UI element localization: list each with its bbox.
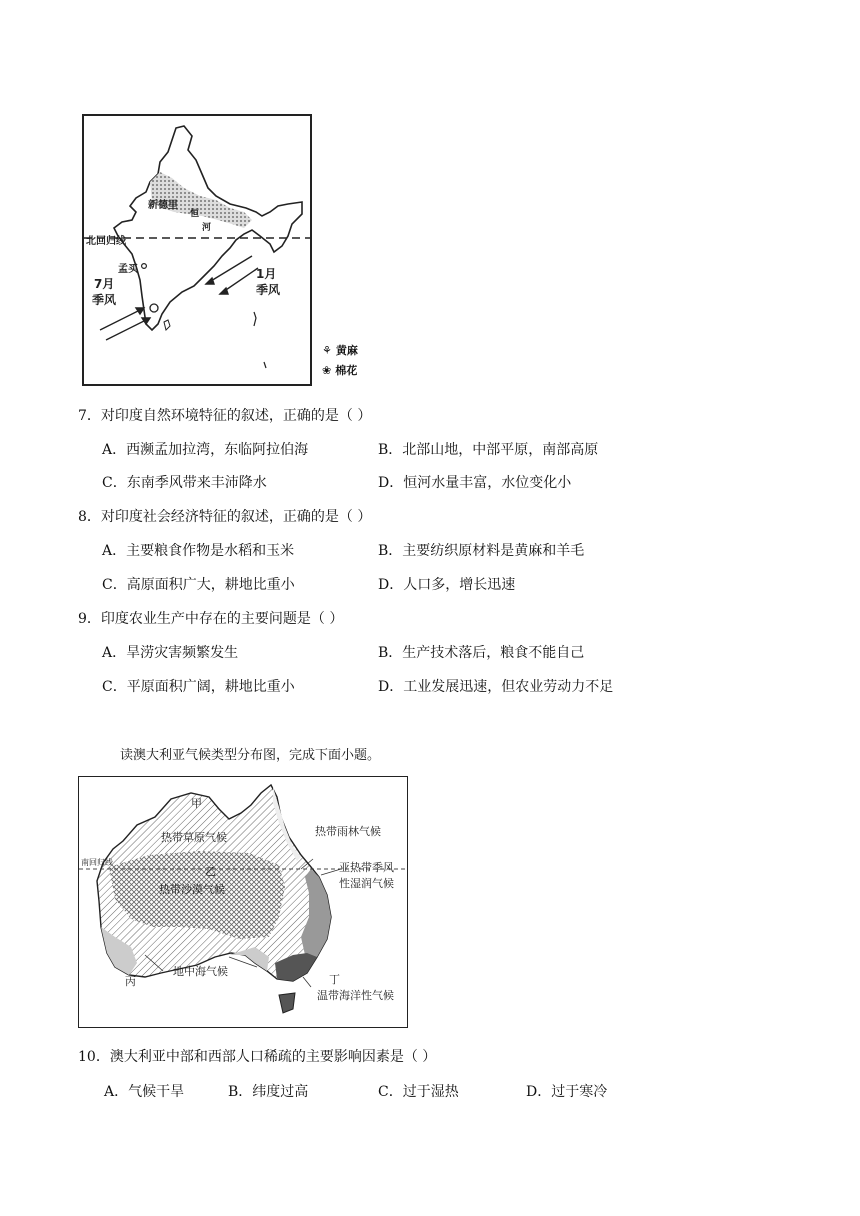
label-mediterranean: 地中海气候 xyxy=(173,965,228,978)
label-humid-sub-1: 亚热带季风 xyxy=(339,861,394,874)
jute-icon: ⚘ xyxy=(322,343,332,357)
q10-option-b[interactable]: B．纬度过高 xyxy=(228,1084,309,1100)
q10-stem: 10．澳大利亚中部和西部人口稀疏的主要影响因素是（ ） xyxy=(78,1049,437,1065)
q8-option-d[interactable]: D．人口多，增长迅速 xyxy=(378,577,516,593)
legend-jute: ⚘ 黄麻 xyxy=(322,343,358,357)
tropic-label: 北回归线 xyxy=(86,236,126,247)
ganges-label: 恒 xyxy=(190,209,200,219)
label-savanna: 热带草原气候 xyxy=(161,831,227,844)
q8-stem: 8．对印度社会经济特征的叙述，正确的是（ ） xyxy=(78,509,372,525)
q7-option-b[interactable]: B．北部山地，中部平原，南部高原 xyxy=(378,442,599,458)
q9-option-b[interactable]: B．生产技术落后，粮食不能自己 xyxy=(378,645,585,661)
india-legend xyxy=(322,340,382,380)
label-bing: 丙 xyxy=(125,975,136,988)
legend-cotton: ❀ 棉花 xyxy=(322,363,358,377)
label-desert: 热带沙漠气候 xyxy=(159,883,225,896)
q8-option-b[interactable]: B．主要纺织原材料是黄麻和羊毛 xyxy=(378,543,585,559)
q9-stem: 9．印度农业生产中存在的主要问题是（ ） xyxy=(78,611,344,627)
jan-monsoon-label-2: 季风 xyxy=(256,283,281,297)
tasmania xyxy=(279,993,295,1013)
australia-intro: 读澳大利亚气候类型分布图，完成下面小题。 xyxy=(120,748,381,763)
july-monsoon-arrows xyxy=(100,308,150,340)
river-label: 河 xyxy=(202,223,212,233)
label-tropic: 南回归线 xyxy=(81,858,113,867)
cotton-icon: ❀ xyxy=(322,363,332,377)
q10-option-c[interactable]: C．过于湿热 xyxy=(378,1084,459,1100)
label-humid-sub-2: 性湿润气候 xyxy=(339,877,394,890)
mumbai-label: 孟买 xyxy=(118,264,138,275)
delhi-label: 新德里 xyxy=(148,200,178,211)
australia-map xyxy=(78,776,408,1028)
sri-lanka xyxy=(164,320,170,330)
q7-option-c[interactable]: C．东南季风带来丰沛降水 xyxy=(102,475,267,491)
jan-monsoon-label-1: 1月 xyxy=(256,267,277,281)
q10-option-d[interactable]: D．过于寒冷 xyxy=(526,1084,608,1100)
q7-stem: 7．对印度自然环境特征的叙述，正确的是（ ） xyxy=(78,408,372,424)
q7-option-d[interactable]: D．恒河水量丰富，水位变化小 xyxy=(378,475,572,491)
q9-option-a[interactable]: A．旱涝灾害频繁发生 xyxy=(102,645,239,661)
q9-option-c[interactable]: C．平原面积广阔，耕地比重小 xyxy=(102,679,295,695)
label-yi: 乙 xyxy=(205,865,216,878)
india-map xyxy=(82,114,312,386)
label-ding: 丁 xyxy=(329,973,340,986)
q8-option-a[interactable]: A．主要粮食作物是水稻和玉米 xyxy=(102,543,295,559)
label-jia: 甲 xyxy=(191,797,202,810)
india-map-svg xyxy=(84,116,310,384)
q9-option-d[interactable]: D．工业发展迅速，但农业劳动力不足 xyxy=(378,679,614,695)
july-monsoon-label-2: 季风 xyxy=(92,293,117,307)
q8-option-c[interactable]: C．高原面积广大，耕地比重小 xyxy=(102,577,295,593)
label-rainforest: 热带雨林气候 xyxy=(315,825,381,838)
q10-option-a[interactable]: A．气候干旱 xyxy=(104,1084,185,1100)
australia-map-svg xyxy=(79,777,406,1026)
label-oceanic: 温带海洋性气候 xyxy=(317,989,394,1002)
q7-option-a[interactable]: A．西濒孟加拉湾，东临阿拉伯海 xyxy=(102,442,309,458)
july-monsoon-label-1: 7月 xyxy=(94,277,115,291)
